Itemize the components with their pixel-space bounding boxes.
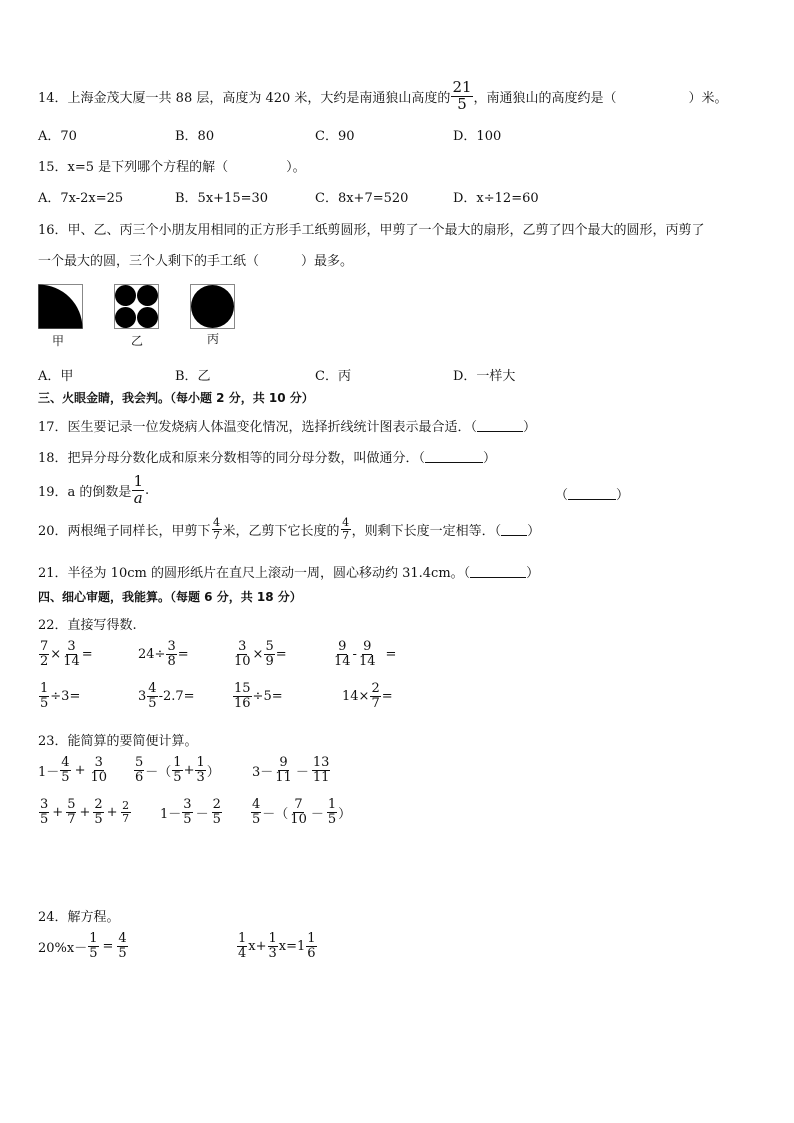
q16-option-b[interactable]: B．乙 xyxy=(175,369,211,384)
q20-close: ） xyxy=(527,523,541,539)
q14-option-a[interactable]: A．70 xyxy=(38,129,77,144)
q17-text: 17．医生要记录一位发烧病人体温变化情况，选择折线统计图表示最合适．（ xyxy=(38,420,478,435)
question-14 xyxy=(38,80,728,113)
question-20 xyxy=(38,517,540,541)
q23-expr-3: 3－ $\frac{9}{11}$ － $\frac{13}{11}$ xyxy=(252,755,330,785)
q16-option-c[interactable]: C．丙 xyxy=(315,369,351,384)
figure-bing-one-circle xyxy=(190,284,236,330)
q16-line-1: 16．甲、乙、丙三个小朋友用相同的正方形手工纸剪圆形，甲剪了一个最大的扇形，乙剪了四个最大的圆形，丙剪了 xyxy=(38,223,705,238)
q24-equation-2: $\frac{1}{4}$ x+ $\frac{1}{3}$ x=1 $\frac{1}{6}$ xyxy=(238,931,316,961)
q24-title: 24．解方程。 xyxy=(38,910,120,925)
q16-line-2a: 一个最大的圆，三个人剩下的手工纸（ xyxy=(38,254,260,269)
q19-text-2: . xyxy=(144,482,150,498)
q21-answer-blank[interactable] xyxy=(470,565,526,578)
q14-fraction: $\frac{21}{5}$ xyxy=(452,78,472,113)
q22-expr-8: 14× $\frac{2}{7}$ = xyxy=(342,681,393,711)
q20-fraction-2: $\frac{4}{7}$ xyxy=(342,516,350,542)
q23-expr-5: 1－ $\frac{3}{5}$ － $\frac{2}{5}$ xyxy=(160,797,221,827)
q22-expr-1: $\frac{7}{2}$ × $\frac{3}{14}$ = xyxy=(40,639,93,669)
q14-text-3: ）米。 xyxy=(688,90,728,106)
q18-answer-blank[interactable] xyxy=(425,450,483,463)
q22-expr-5: $\frac{1}{5}$ ÷3= xyxy=(40,681,81,711)
q14-text-1: 14．上海金茂大厦一共 88 层，高度为 420 米，大约是南通狼山高度的 xyxy=(38,90,451,106)
q22-expr-4: $\frac{9}{14}$ - $\frac{9}{14}$ = xyxy=(334,639,397,669)
q20-text-1: 20．两根绳子同样长，甲剪下 xyxy=(38,523,211,539)
question-17 xyxy=(38,416,536,435)
q19-answer-blank[interactable] xyxy=(568,487,616,500)
q19-fraction: $\frac{1}{a}$ xyxy=(133,472,143,507)
question-21 xyxy=(38,562,539,581)
q22-title: 22．直接写得数. xyxy=(38,618,137,633)
q15-option-a[interactable]: A．7x-2x=25 xyxy=(38,191,124,206)
q14-option-d[interactable]: D．100 xyxy=(453,129,502,144)
q23-title: 23．能简算的要简便计算。 xyxy=(38,734,198,749)
question-15 xyxy=(38,156,306,175)
q22-expr-3: $\frac{3}{10}$ × $\frac{5}{9}$ = xyxy=(234,639,287,669)
figure-label-bing: 丙 xyxy=(207,332,220,346)
q14-text-2: ，南通狼山的高度约是（ xyxy=(473,90,617,106)
q15-option-c[interactable]: C．8x+7=520 xyxy=(315,191,409,206)
q23-expr-6: $\frac{4}{5}$ －（ $\frac{7}{10}$ － $\frac{1}{5}$ ） xyxy=(252,797,352,827)
q18-close: ） xyxy=(483,451,497,466)
q14-option-c[interactable]: C．90 xyxy=(315,129,355,144)
q15-close: ）。 xyxy=(286,160,306,175)
q15-option-d[interactable]: D．x÷12=60 xyxy=(453,191,539,206)
q17-answer-blank[interactable] xyxy=(477,419,523,432)
q20-fraction-1: $\frac{4}{7}$ xyxy=(213,516,221,542)
q17-close: ） xyxy=(523,420,537,435)
q20-answer-blank[interactable] xyxy=(501,523,527,536)
question-19 xyxy=(38,474,149,507)
q16-option-d[interactable]: D．一样大 xyxy=(453,369,516,384)
figure-jia-quarter-circle xyxy=(38,284,84,330)
q22-expr-2: 24÷ $\frac{3}{8}$ = xyxy=(138,639,189,669)
q15-text: 15．x=5 是下列哪个方程的解（ xyxy=(38,160,229,175)
q16-option-a[interactable]: A．甲 xyxy=(38,369,74,384)
q16-line-2b: ）最多。 xyxy=(301,254,354,269)
q21-text: 21．半径为 10cm 的圆形纸片在直尺上滚动一周，圆心移动约 31.4cm。（ xyxy=(38,566,471,581)
figure-yi-four-circles xyxy=(114,284,160,330)
q23-expr-4: $\frac{3}{5}$ + $\frac{5}{7}$ + $\frac{2}{5}$ + $\frac{2}{7}$ xyxy=(40,797,130,827)
section-4-heading: 四、细心审题，我能算。（每题 6 分，共 18 分） xyxy=(38,590,302,604)
q20-text-3: ，则剩下长度一定相等．（ xyxy=(351,523,502,539)
q19-answer xyxy=(555,484,629,503)
q24-equation-1: 20%x－ $\frac{1}{5}$ = $\frac{4}{5}$ xyxy=(38,931,127,961)
q19-text-1: 19．a 的倒数是 xyxy=(38,484,132,500)
question-18 xyxy=(38,447,496,466)
q22-expr-7: $\frac{15}{16}$ ÷5= xyxy=(234,681,283,711)
q23-expr-2: $\frac{5}{6}$ －（ $\frac{1}{5}$ + $\frac{1}{3}$ ） xyxy=(135,755,220,785)
section-3-heading: 三、火眼金睛，我会判。（每小题 2 分，共 10 分） xyxy=(38,391,314,405)
q16-line-2 xyxy=(38,250,353,269)
figure-label-jia: 甲 xyxy=(52,334,65,348)
q22-expr-6: 3 $\frac{4}{5}$ -2.7= xyxy=(138,681,195,711)
q15-option-b[interactable]: B．5x+15=30 xyxy=(175,191,269,206)
q23-expr-1: 1－ $\frac{4}{5}$ + $\frac{3}{10}$ xyxy=(38,755,108,785)
q19-paren-close: ） xyxy=(616,488,630,503)
q21-close: ） xyxy=(526,566,540,581)
q20-text-2: 米，乙剪下它长度的 xyxy=(222,523,340,539)
figure-label-yi: 乙 xyxy=(131,334,144,348)
q18-text: 18．把异分母分数化成和原来分数相等的同分母分数，叫做通分．（ xyxy=(38,451,426,466)
q14-option-b[interactable]: B．80 xyxy=(175,129,215,144)
q19-paren-open: （ xyxy=(555,488,569,503)
